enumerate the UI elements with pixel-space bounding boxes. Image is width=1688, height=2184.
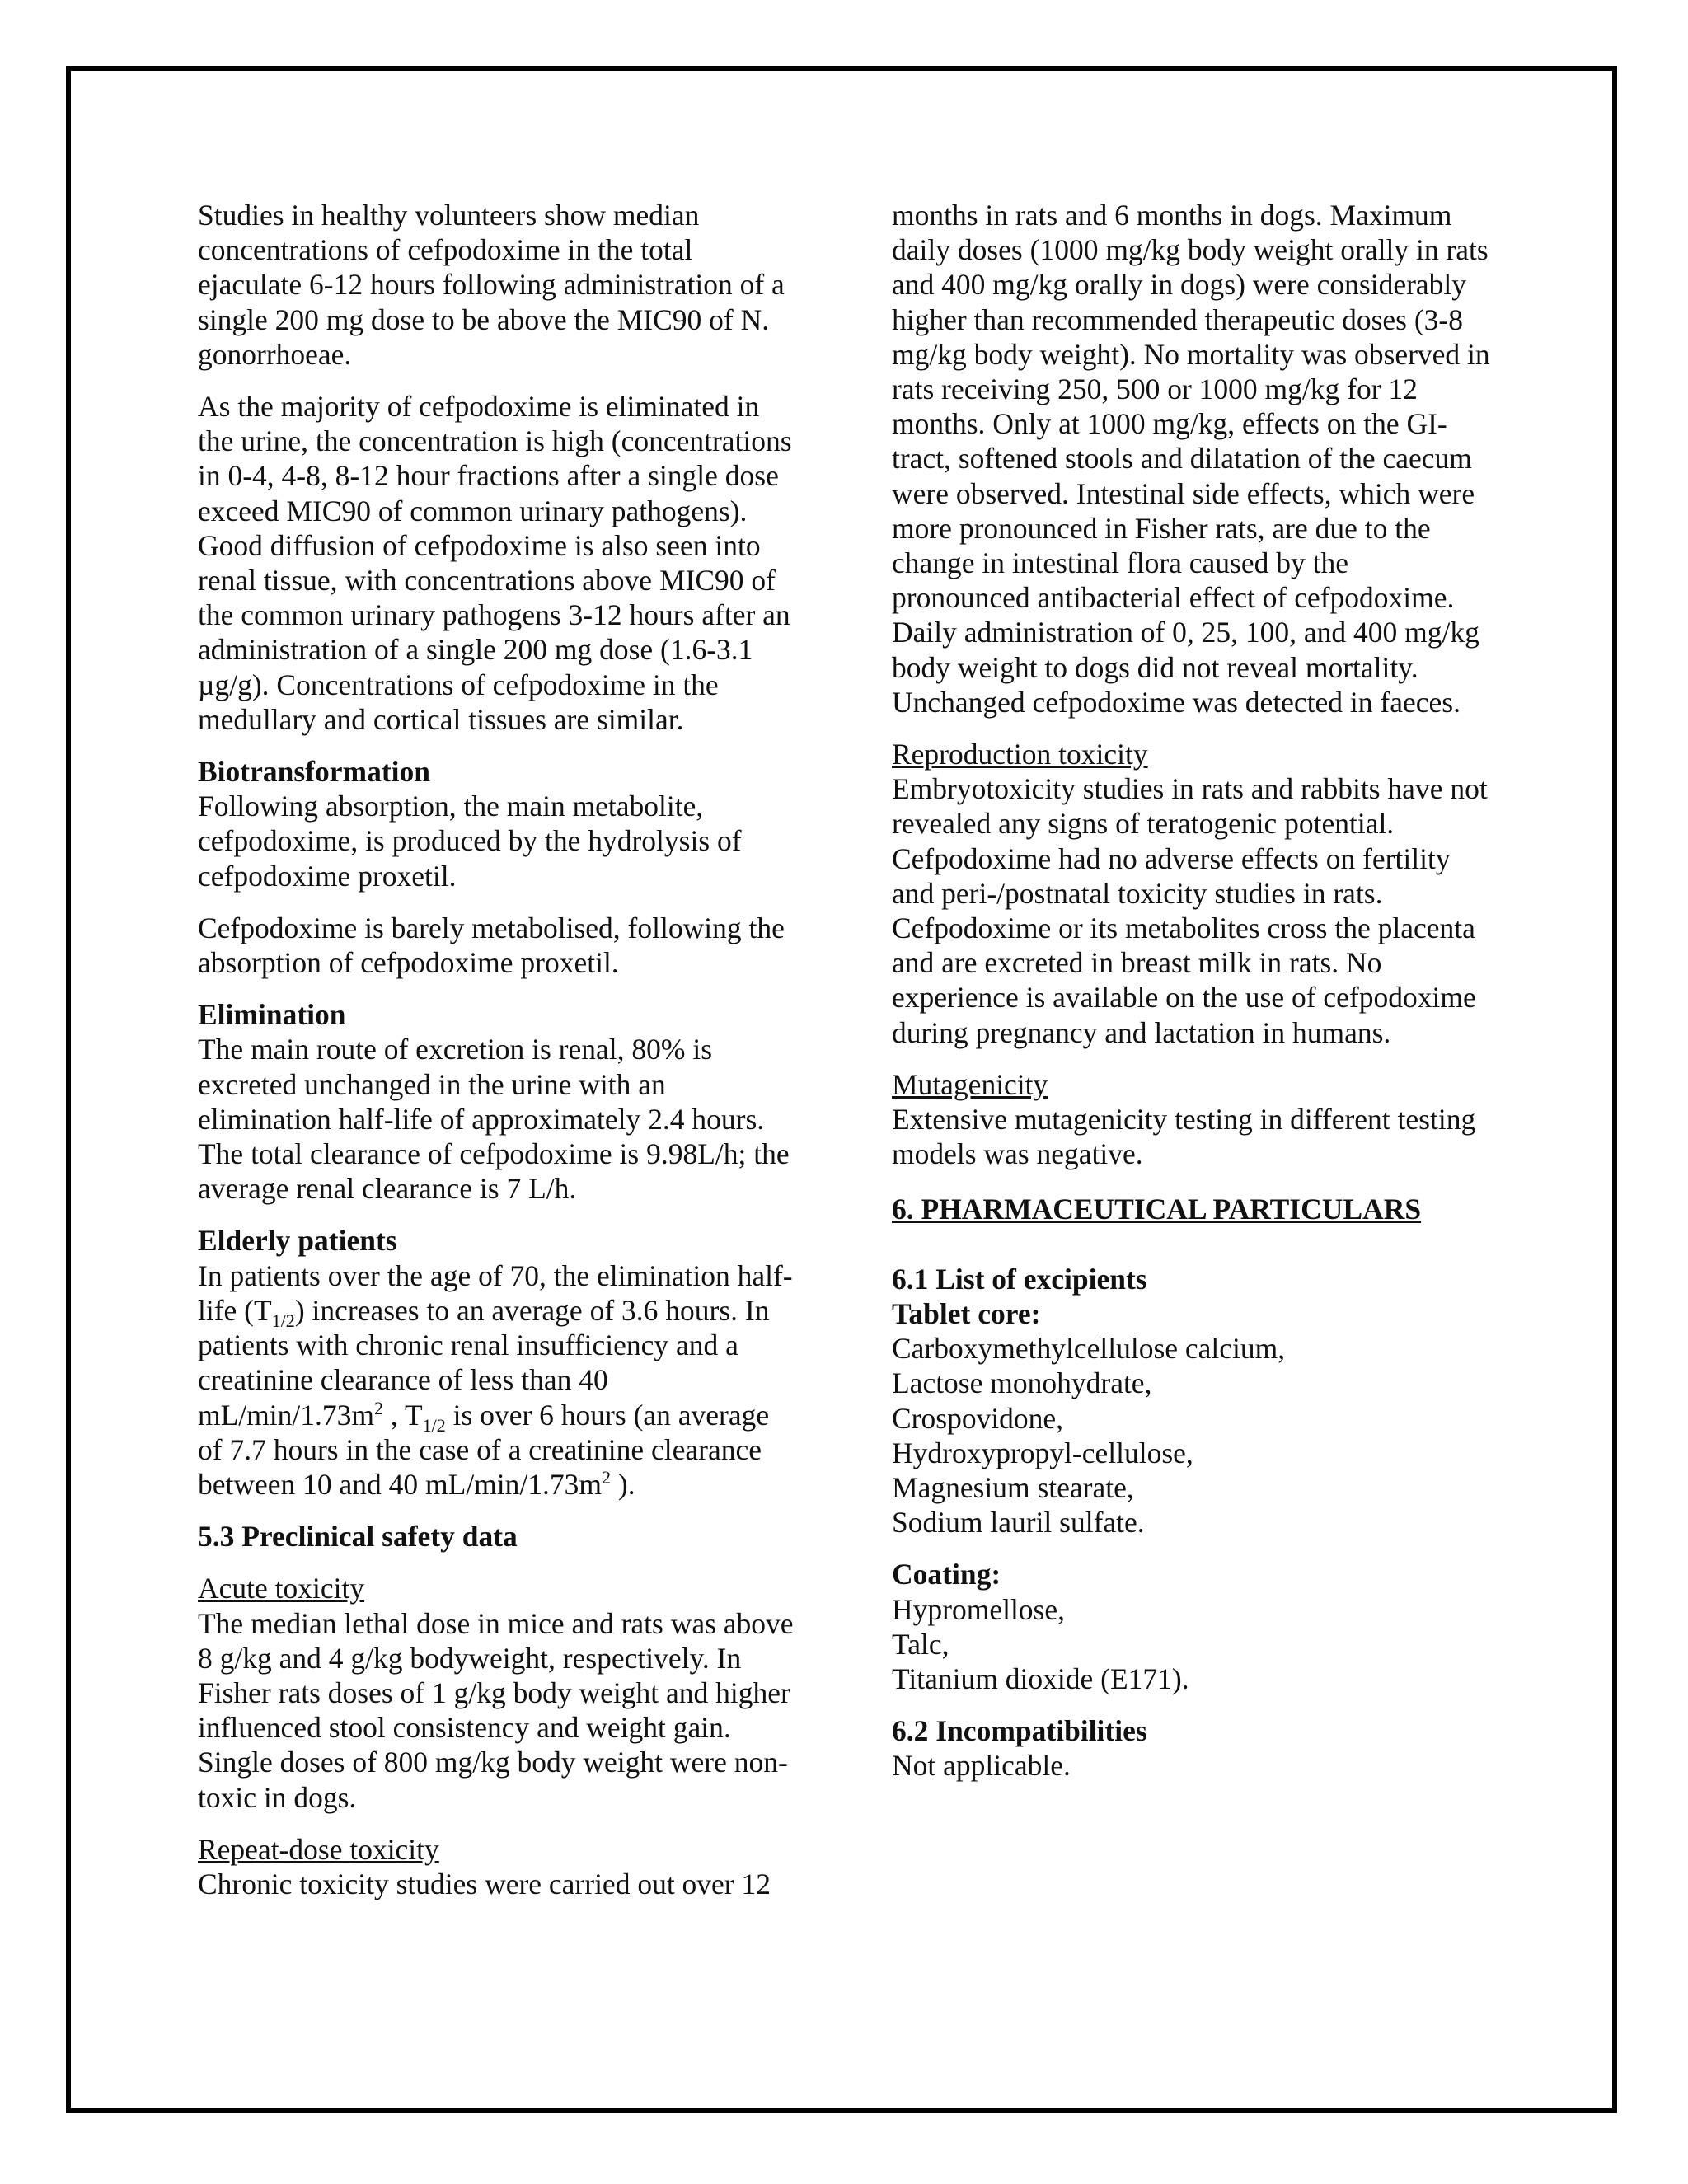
paragraph-repeat-dose-start: Chronic toxicity studies were carried out over 12: [198, 1867, 771, 1900]
list-item: Hydroxypropyl-cellulose,: [892, 1436, 1193, 1469]
heading-elimination: Elimination: [198, 998, 346, 1032]
list-item: Carboxymethylcellulose calcium,: [892, 1332, 1286, 1366]
paragraph-elderly: [198, 1258, 799, 1502]
list-item: Sodium lauril sulfate.: [892, 1506, 1145, 1540]
elderly-text-5: ).: [611, 1467, 635, 1501]
paragraph-metabolised: Cefpodoxime is barely metabolised, following the absorption of cefpodoxime proxetil.: [198, 911, 785, 980]
half-life-subscript: 1/2: [422, 1414, 446, 1436]
paragraph-reproduction-toxicity: Embryotoxicity studies in rats and rabbits have not revealed any signs of teratogenic potential. Cefpodoxime had no adverse effects on fertility and peri-/postnatal toxicity studies in rats. Cefpodoxime or its metabolites cross the placenta and are excreted in breast milk in rats. No experience is available on the use of cefpodoxime during pregnancy and lactation in humans.: [892, 772, 1488, 1049]
heading-acute-toxicity: Acute toxicity: [198, 1572, 365, 1605]
heading-reproduction-toxicity: Reproduction toxicity: [892, 738, 1148, 771]
elderly-text-4: is over 6 hours (an average of 7.7 hours in the case of a creatinine clearance between 10 and 40 mL/min/1.73m: [198, 1398, 770, 1501]
list-item: Magnesium stearate,: [892, 1470, 1134, 1504]
paragraph-urine: As the majority of cefpodoxime is eliminated in the urine, the concentration is high (concentrations in 0-4, 4-8, 8-12 hour fractions after a single dose exceed MIC90 of common urinary pathogens). Good diffusion of cefpodoxime is also seen into renal tissue, with concentrations above MIC90 of the common urinary pathogens 3-12 hours after an administration of a single 200 mg dose (1.6-3.1 µg/g). Concentrations of cefpodoxime in the medullary and cortical tissues are similar.: [198, 390, 792, 736]
squared-superscript: 2: [374, 1397, 383, 1418]
paragraph-mutagenicity: Extensive mutagenicity testing in different testing models was negative.: [892, 1103, 1476, 1171]
heading-coating: Coating:: [892, 1558, 1001, 1591]
paragraph-repeat-dose-continued: months in rats and 6 months in dogs. Maximum daily doses (1000 mg/kg body weight orally in rats and 400 mg/kg orally in dogs) were considerably higher than recommended therapeutic doses (3-8 mg/kg body weight). No mortality was observed in rats receiving 250, 500 or 1000 mg/kg for 12 months. Only at 1000 mg/kg, effects on the GI-tract, softened stools and dilatation of the caecum were observed. Intestinal side effects, which were more pronounced in Fisher rats, are due to the change in intestinal flora caused by the pronounced antibacterial effect of cefpodoxime. Daily administration of 0, 25, 100, and 400 mg/kg body weight to dogs did not reveal mortality. Unchanged cefpodoxime was detected in faeces.: [892, 199, 1490, 719]
half-life-subscript: 1/2: [271, 1310, 295, 1331]
elderly-text-1: In patients over the age of 70, the elimination half-life (T: [198, 1258, 793, 1327]
heading-pharmaceutical-particulars: 6. PHARMACEUTICAL PARTICULARS: [892, 1193, 1422, 1226]
heading-incompatibilities: 6.2 Incompatibilities: [892, 1714, 1147, 1748]
list-item: Hypromellose,: [892, 1592, 1066, 1626]
list-item: Lactose monohydrate,: [892, 1366, 1152, 1400]
heading-mutagenicity: Mutagenicity: [892, 1067, 1048, 1101]
list-item: Titanium dioxide (E171).: [892, 1661, 1189, 1695]
paragraph-biotransformation: Following absorption, the main metabolite, cefpodoxime, is produced by the hydrolysis of cefpodoxime proxetil.: [198, 790, 742, 893]
paragraph-acute-toxicity: The median lethal dose in mice and rats was above 8 g/kg and 4 g/kg bodyweight, respectively. In Fisher rats doses of 1 g/kg body weight and higher influenced stool consistency and weight gain. Single doses of 800 mg/kg body weight were non-toxic in dogs.: [198, 1606, 794, 1814]
paragraph-elimination: The main route of excretion is renal, 80% is excreted unchanged in the urine with an elimination half-life of approximately 2.4 hours. The total clearance of cefpodoxime is 9.98L/h; the average renal clearance is 7 L/h.: [198, 1033, 790, 1206]
heading-biotransformation: Biotransformation: [198, 755, 431, 789]
heading-elderly-patients: Elderly patients: [198, 1224, 397, 1258]
squared-superscript: 2: [602, 1467, 612, 1488]
left-column: [198, 198, 799, 1901]
heading-preclinical-safety: 5.3 Preclinical safety data: [198, 1520, 518, 1554]
list-item: Talc,: [892, 1627, 950, 1661]
paragraph-incompatibilities: Not applicable.: [892, 1749, 1071, 1783]
right-column: [892, 198, 1493, 1783]
heading-tablet-core: Tablet core:: [892, 1296, 1041, 1330]
list-item: Crospovidone,: [892, 1401, 1064, 1435]
elderly-text-2: ) increases to an average of 3.6 hours. In patients with chronic renal insufficiency and a creatinine clearance of less than 40 mL/min/1.73m: [198, 1293, 770, 1432]
heading-repeat-dose-toxicity: Repeat-dose toxicity: [198, 1832, 439, 1866]
paragraph-ejaculate: Studies in healthy volunteers show median concentrations of cefpodoxime in the total ejaculate 6-12 hours following administration of a single 200 mg dose to be above the MIC90 of N. gonorrhoeae.: [198, 199, 785, 371]
heading-list-of-excipients: 6.1 List of excipients: [892, 1262, 1147, 1296]
elderly-text-3: , T: [383, 1398, 423, 1432]
